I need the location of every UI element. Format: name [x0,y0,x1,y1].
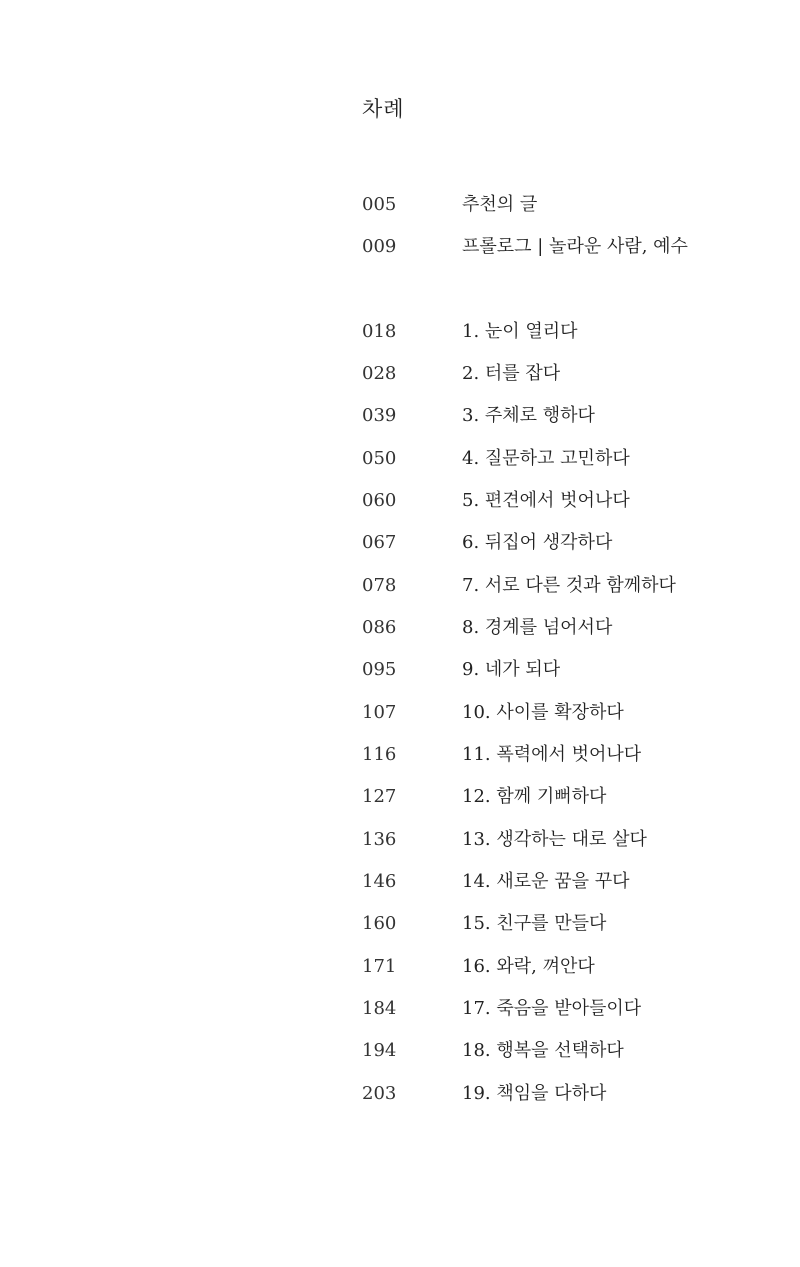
toc-entry[interactable] [362,190,782,220]
toc-entry-title: 3. 주체로 행하다 [462,405,595,426]
toc-entry-title: 6. 뒤집어 생각하다 [462,532,613,553]
toc-page-number: 050 [362,448,397,469]
toc-page-number: 127 [362,786,397,807]
toc-entry[interactable] [362,909,782,939]
toc-page-number: 184 [362,998,397,1019]
toc-page-number: 060 [362,490,397,511]
toc-entry[interactable] [362,1036,782,1066]
toc-page-number: 203 [362,1083,397,1104]
toc-entry[interactable] [362,359,782,389]
toc-entry[interactable] [362,825,782,855]
toc-entry[interactable] [362,317,782,347]
toc-entry-title: 14. 새로운 꿈을 꾸다 [462,871,630,892]
toc-entry-title: 2. 터를 잡다 [462,363,561,384]
toc-entry-title: 12. 함께 기뻐하다 [462,786,607,807]
toc-entry-title: 7. 서로 다른 것과 함께하다 [462,575,676,596]
toc-entry[interactable] [362,782,782,812]
toc-page-number: 039 [362,405,397,426]
toc-entry[interactable] [362,613,782,643]
toc-page-number: 107 [362,702,397,723]
toc-page-number: 146 [362,871,397,892]
toc-page-number: 018 [362,321,397,342]
toc-entry[interactable] [362,740,782,770]
toc-page-number: 136 [362,829,397,850]
toc-entry-title: 16. 와락, 껴안다 [462,956,595,977]
toc-page-number: 067 [362,532,397,553]
toc-entry[interactable] [362,232,782,262]
toc-entry-title: 9. 네가 되다 [462,659,561,680]
toc-entry-title: 추천의 글 [462,194,538,215]
toc-page-number: 116 [362,744,397,765]
toc-entry-title: 8. 경계를 넘어서다 [462,617,613,638]
toc-entry-title: 13. 생각하는 대로 살다 [462,829,647,850]
toc-entry-title: 17. 죽음을 받아들이다 [462,998,642,1019]
toc-entry[interactable] [362,867,782,897]
toc-page-number: 086 [362,617,397,638]
toc-entry-title: 프롤로그 | 놀라운 사람, 예수 [462,236,688,257]
toc-page-number: 078 [362,575,397,596]
toc-page-number: 095 [362,659,397,680]
toc-entry[interactable] [362,1079,782,1109]
toc-entry[interactable] [362,528,782,558]
toc-entry-title: 11. 폭력에서 벗어나다 [462,744,642,765]
toc-page-number: 194 [362,1040,397,1061]
toc-entry[interactable] [362,952,782,982]
toc-entry-title: 15. 친구를 만들다 [462,913,607,934]
toc-entry-title: 4. 질문하고 고민하다 [462,448,630,469]
toc-entry[interactable] [362,655,782,685]
toc-entry[interactable] [362,444,782,474]
toc-page-number: 028 [362,363,397,384]
toc-entry[interactable] [362,401,782,431]
toc-entry-title: 19. 책임을 다하다 [462,1083,607,1104]
toc-entry-title: 18. 행복을 선택하다 [462,1040,624,1061]
toc-entry[interactable] [362,571,782,601]
toc-page-number: 009 [362,236,397,257]
toc-entry[interactable] [362,486,782,516]
toc-page-number: 171 [362,956,397,977]
toc-page-number: 005 [362,194,397,215]
toc-page-number: 160 [362,913,397,934]
toc-entry-title: 1. 눈이 열리다 [462,321,578,342]
toc-entry[interactable] [362,698,782,728]
toc-entry-title: 10. 사이를 확장하다 [462,702,624,723]
toc-entry-title: 5. 편견에서 벗어나다 [462,490,630,511]
toc-title: 차례 [362,97,405,121]
toc-entry[interactable] [362,994,782,1024]
